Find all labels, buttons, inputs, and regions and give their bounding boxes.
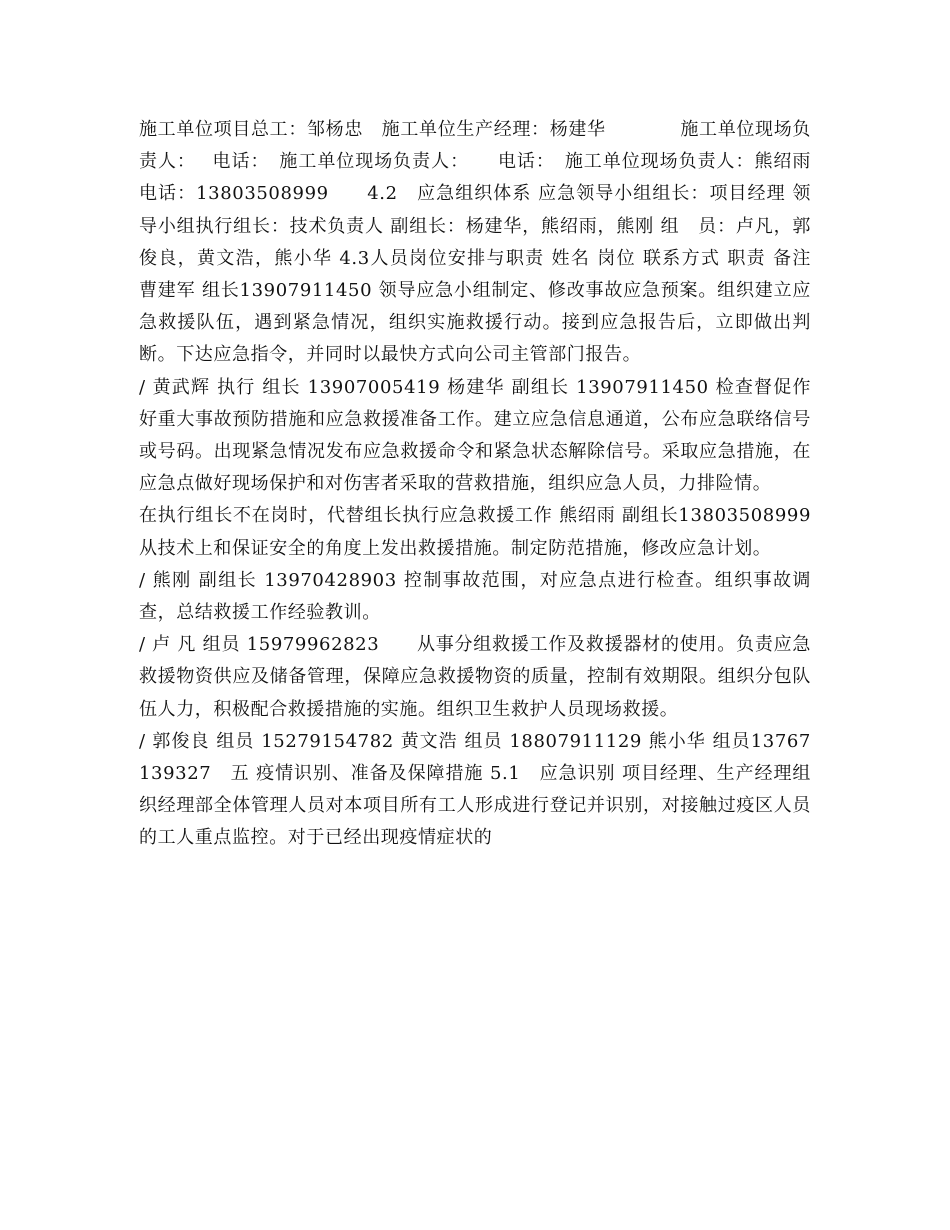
paragraph-deputy-duties: 在执行组长不在岗时，代替组长执行应急救援工作 熊绍雨 副组长13803508999 从技术上和保证安全的角度上发出救援措施。制定防范措施，修改应急计划。 bbox=[139, 505, 818, 559]
document-body bbox=[139, 114, 830, 855]
paragraph-lu-fan-duties: / 卢 凡 组员 15979962823 从事分组救援工作及救援器材的使用。负责应急救援物资供应及储备管理，保障应急救援物资的质量，控制有效期限。组织分包队伍人力，积极配合救援措施的实施。组织卫生救护人员现场救援。 bbox=[139, 634, 811, 720]
paragraph-xiong-gang-duties: / 熊刚 副组长 13970428903 控制事故范围，对应急点进行检查。组织事故调查，总结救援工作经验教训。 bbox=[139, 569, 811, 624]
paragraph-members-and-epidemic-section: / 郭俊良 组员 15279154782 黄文浩 组员 18807911129 熊小华 组员13767139327 五 疫情识别、准备及保障措施 5.1 应急识别 项目经理、生产经理组织经理部全体管理人员对本项目所有工人形成进行登记并识别，对接触过疫区人员的工人重点监控。对于已经出现疫情症状的 bbox=[139, 730, 811, 849]
paragraph-contacts-and-organization: 施工单位项目总工：邹杨忠 施工单位生产经理：杨建华 施工单位现场负责人： 电话： 施工单位现场负责人： 电话： 施工单位现场负责人：熊绍雨 电话：13803508999 4.2 应急组织体系 应急领导小组组长：项目经理 领导小组执行组长：技术负责人 副组长：杨建华，熊绍雨，熊刚 组 员：卢凡，郭俊良，黄文浩，熊小华 4.3人员岗位安排与职责 姓名 岗位 联系方式 职责 备注 曹建军 组长13907911450 领导应急小组制定、修改事故应急预案。组织建立应急救援队伍，遇到紧急情况，组织实施救援行动。接到应急报告后，立即做出判断。下达应急指令，并同时以最快方式向公司主管部门报告。 bbox=[139, 119, 830, 366]
paragraph-executive-leader-duties: / 黄武辉 执行 组长 13907005419 杨建华 副组长 13907911450 检查督促作好重大事故预防措施和应急救援准备工作。建立应急信息通道，公布应急联络信号或号码。出现紧急情况发布应急救援命令和紧急状态解除信号。采取应急措施，在应急点做好现场保护和对伤害者采取的营救措施，组织应急人员，力排险情。 bbox=[139, 376, 811, 495]
